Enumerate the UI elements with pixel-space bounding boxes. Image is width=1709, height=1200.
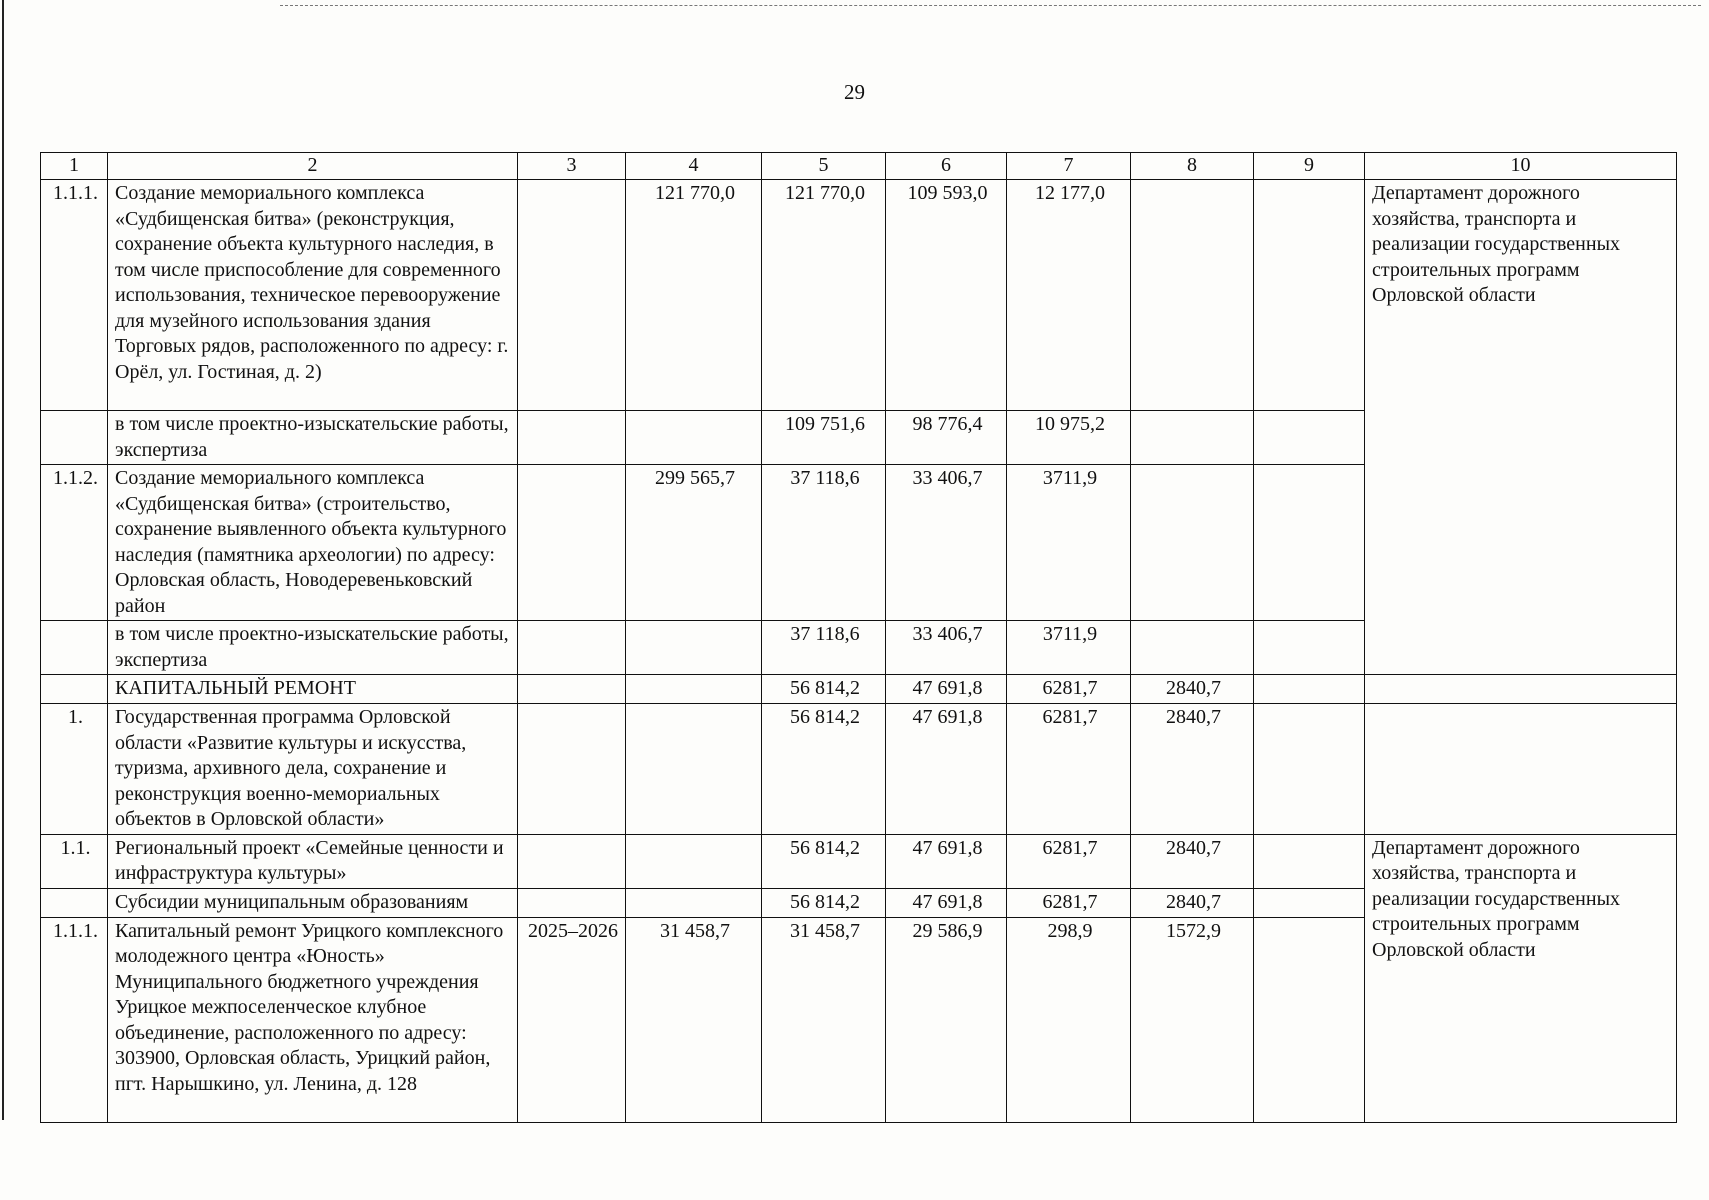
cell-col4: 299 565,7 [626, 465, 762, 621]
cell-col7: 10 975,2 [1007, 411, 1131, 465]
cell-col8: 2840,7 [1131, 888, 1254, 917]
cell-col8: 2840,7 [1131, 675, 1254, 704]
cell-col7: 6281,7 [1007, 675, 1131, 704]
cell-col6: 29 586,9 [886, 917, 1007, 1122]
cell-col5: 121 770,0 [762, 180, 886, 411]
cell-col5: 56 814,2 [762, 834, 886, 888]
row-number [41, 888, 108, 917]
cell-col8 [1131, 465, 1254, 621]
header-cell: 5 [762, 153, 886, 180]
table-row [41, 834, 1677, 888]
cell-col9 [1254, 917, 1365, 1122]
cell-col5: 31 458,7 [762, 917, 886, 1122]
row-name: в том числе проектно-изыскательские работы, экспертиза [108, 411, 518, 465]
row-number: 1.1.1. [41, 917, 108, 1122]
top-scan-rule [280, 5, 1701, 6]
table-row [41, 675, 1677, 704]
cell-col9 [1254, 411, 1365, 465]
header-row [41, 153, 1677, 180]
row-name: Региональный проект «Семейные ценности и инфраструктура культуры» [108, 834, 518, 888]
cell-col4: 121 770,0 [626, 180, 762, 411]
cell-col7: 3711,9 [1007, 465, 1131, 621]
table-row [41, 180, 1677, 411]
cell-col5: 109 751,6 [762, 411, 886, 465]
cell-col3 [518, 704, 626, 835]
cell-col3 [518, 180, 626, 411]
header-cell: 2 [108, 153, 518, 180]
cell-col8: 2840,7 [1131, 704, 1254, 835]
cell-col5: 56 814,2 [762, 888, 886, 917]
cell-col7: 12 177,0 [1007, 180, 1131, 411]
cell-col9 [1254, 704, 1365, 835]
cell-col10 [1365, 675, 1677, 704]
cell-col3 [518, 675, 626, 704]
cell-col3 [518, 621, 626, 675]
row-number [41, 675, 108, 704]
cell-col7: 298,9 [1007, 917, 1131, 1122]
cell-col7: 6281,7 [1007, 704, 1131, 835]
header-cell: 10 [1365, 153, 1677, 180]
row-name: в том числе проектно-изыскательские работы, экспертиза [108, 621, 518, 675]
row-name: Создание мемориального комплекса «Судбищенская битва» (строительство, сохранение выявленного объекта культурного наследия (памятника археологии) по адресу: Орловская область, Новодеревеньковский район [108, 465, 518, 621]
responsible-department: Департамент дорожного хозяйства, транспорта и реализации государственных строительных программ Орловской области [1365, 834, 1677, 1122]
cell-col3 [518, 888, 626, 917]
cell-col4 [626, 704, 762, 835]
cell-col4 [626, 621, 762, 675]
row-number [41, 621, 108, 675]
cell-col6: 98 776,4 [886, 411, 1007, 465]
cell-col6: 47 691,8 [886, 834, 1007, 888]
row-name: Капитальный ремонт Урицкого комплексного молодежного центра «Юность» Муниципального бюджетного учреждения Урицкое межпоселенческое клубное объединение, расположенного по адресу: 303900, Орловская область, Урицкий район, пгт. Нарышкино, ул. Ленина, д. 128 [108, 917, 518, 1122]
cell-col9 [1254, 834, 1365, 888]
cell-col6: 47 691,8 [886, 888, 1007, 917]
cell-col5: 37 118,6 [762, 465, 886, 621]
cell-col8 [1131, 180, 1254, 411]
cell-col8: 2840,7 [1131, 834, 1254, 888]
header-cell: 3 [518, 153, 626, 180]
cell-col3: 2025–2026 [518, 917, 626, 1122]
cell-col4 [626, 411, 762, 465]
cell-col5: 56 814,2 [762, 675, 886, 704]
cell-col4 [626, 888, 762, 917]
cell-col4: 31 458,7 [626, 917, 762, 1122]
table-row [41, 704, 1677, 835]
row-name: Субсидии муниципальным образованиям [108, 888, 518, 917]
responsible-department: Департамент дорожного хозяйства, транспорта и реализации государственных строительных программ Орловской области [1365, 180, 1677, 675]
budget-table [40, 152, 1677, 1123]
cell-col7: 6281,7 [1007, 834, 1131, 888]
cell-col6: 33 406,7 [886, 621, 1007, 675]
header-cell: 6 [886, 153, 1007, 180]
cell-col3 [518, 834, 626, 888]
cell-col8: 1572,9 [1131, 917, 1254, 1122]
cell-col8 [1131, 621, 1254, 675]
header-cell: 7 [1007, 153, 1131, 180]
row-number [41, 411, 108, 465]
row-number: 1.1. [41, 834, 108, 888]
header-cell: 9 [1254, 153, 1365, 180]
cell-col4 [626, 834, 762, 888]
cell-col7: 3711,9 [1007, 621, 1131, 675]
cell-col6: 33 406,7 [886, 465, 1007, 621]
cell-col3 [518, 411, 626, 465]
cell-col9 [1254, 621, 1365, 675]
cell-col5: 56 814,2 [762, 704, 886, 835]
row-name: Государственная программа Орловской области «Развитие культуры и искусства, туризма, архивного дела, сохранение и реконструкция военно-мемориальных объектов в Орловской области» [108, 704, 518, 835]
cell-col6: 47 691,8 [886, 675, 1007, 704]
row-number: 1. [41, 704, 108, 835]
cell-col4 [626, 675, 762, 704]
cell-col6: 47 691,8 [886, 704, 1007, 835]
cell-col3 [518, 465, 626, 621]
cell-col7: 6281,7 [1007, 888, 1131, 917]
cell-col8 [1131, 411, 1254, 465]
cell-col6: 109 593,0 [886, 180, 1007, 411]
page-number: 29 [844, 80, 865, 104]
cell-col9 [1254, 888, 1365, 917]
page-edge-line [2, 0, 4, 1120]
cell-col9 [1254, 465, 1365, 621]
row-number: 1.1.1. [41, 180, 108, 411]
cell-col9 [1254, 180, 1365, 411]
row-name: КАПИТАЛЬНЫЙ РЕМОНТ [108, 675, 518, 704]
row-number: 1.1.2. [41, 465, 108, 621]
row-name: Создание мемориального комплекса «Судбищенская битва» (реконструкция, сохранение объекта культурного наследия, в том числе приспособление для современного использования, техническое перевооружение для музейного использования здания Торговых рядов, расположенного по адресу: г. Орёл, ул. Гостиная, д. 2) [108, 180, 518, 411]
header-cell: 1 [41, 153, 108, 180]
cell-col10 [1365, 704, 1677, 835]
header-cell: 4 [626, 153, 762, 180]
header-cell: 8 [1131, 153, 1254, 180]
cell-col5: 37 118,6 [762, 621, 886, 675]
cell-col9 [1254, 675, 1365, 704]
